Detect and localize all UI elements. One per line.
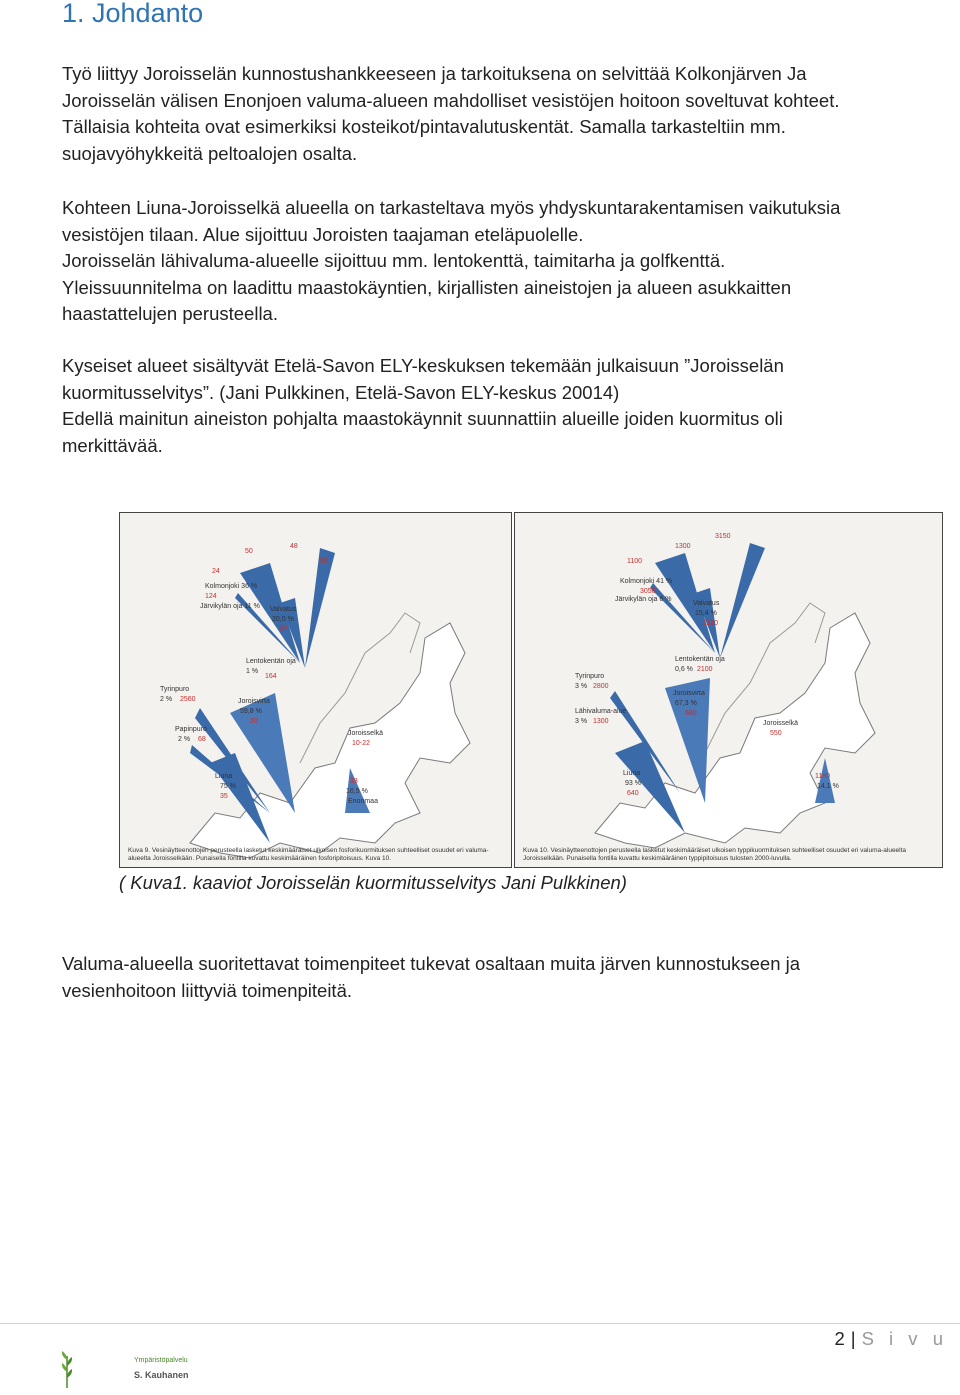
- tyrinpuro-pct: 2 %: [160, 696, 173, 703]
- phosphorus-load-map: [119, 512, 512, 868]
- phosphorus-map-graphic: [120, 513, 512, 867]
- joroisvirta-label: Joroisvirta: [673, 690, 705, 697]
- page-heading: 1. Johdanto: [62, 0, 204, 28]
- top-value: 24: [212, 568, 220, 575]
- lahivaluma-pct: 3 %: [575, 718, 588, 725]
- top-value: 3050: [640, 588, 656, 595]
- enonmaa-pct: 16,5 %: [346, 788, 368, 795]
- joroisvirta-value: 680: [685, 710, 697, 717]
- paragraph-line: merkittävää.: [62, 434, 163, 456]
- liuna-value: 35: [220, 793, 228, 800]
- tyrinpuro-label: Tyrinpuro: [575, 673, 605, 680]
- page-word: S i v u: [861, 1328, 948, 1349]
- lentokentta-pct: 1 %: [246, 668, 259, 675]
- paragraph-line: Kyseiset alueet sisältyvät Etelä-Savon ELY-keskuksen tekemään julkaisuun ”Joroisselän: [62, 355, 784, 376]
- lahivaluma-value: 1300: [593, 718, 609, 725]
- paragraph-line: vesistöjen tilaan. Alue sijoittuu Joroisten taajaman eteläpuolelle.: [62, 223, 584, 245]
- valvatus-label: Valvatus: [693, 600, 720, 607]
- lentokentta-pct: 0,6 %: [675, 666, 693, 673]
- joroisselka-value: 550: [770, 730, 782, 737]
- paragraph-line: Työ liittyy Joroisselän kunnostushankkeeseen ja tarkoituksena on selvittää Kolkonjärven Ja: [62, 63, 807, 84]
- joroisvirta-value: 20: [250, 718, 258, 725]
- valvatus-pct: 20,0 %: [272, 616, 294, 623]
- lahivaluma-wedge: [305, 548, 335, 668]
- papinpuro-pct: 2 %: [178, 736, 191, 743]
- company-logo: [60, 1350, 189, 1390]
- lake-outline: [190, 623, 470, 858]
- paragraph-line: Kohteen Liuna-Joroisselkä alueella on tarkasteltava myös yhdyskuntarakentamisen vaikutuksia: [62, 197, 841, 218]
- top-value: 48: [290, 543, 298, 550]
- logo-name: S. Kauhanen: [134, 1370, 189, 1380]
- kolmonjoki-label: Kolmonjoki 36 %: [205, 583, 258, 590]
- page-number: [834, 1328, 948, 1350]
- jarvikyla-label: Järvikylän oja 6 %: [615, 596, 672, 603]
- enonmaa-pct: 14,1 %: [817, 783, 839, 790]
- closing-paragraph: [62, 951, 932, 1004]
- enonmaa-label: Enonmaa: [348, 798, 378, 805]
- lahivaluma-label: Lähivaluma-alue: [575, 708, 627, 715]
- page-number-value: 2: [834, 1328, 845, 1349]
- lahivaluma-wedge: [720, 543, 765, 658]
- paragraph-line: vesienhoitoon liittyviä toimenpiteitä.: [62, 979, 352, 1001]
- intro-paragraph: [62, 61, 932, 167]
- source-paragraph: [62, 353, 932, 459]
- leaf-logo-icon: [60, 1350, 74, 1390]
- tyrinpuro-label: Tyrinpuro: [160, 686, 190, 693]
- enonmaa-value: 1180: [815, 773, 831, 780]
- valvatus-pct: 15,4 %: [695, 610, 717, 617]
- paragraph-line: kuormitusselvitys”. (Jani Pulkkinen, Etelä-Savon ELY-keskus 20014): [62, 381, 620, 403]
- papinpuro-value: 68: [198, 736, 206, 743]
- logo-tagline: Ympäristöpalvelu: [134, 1357, 188, 1364]
- paragraph-line: Edellä mainitun aineiston pohjalta maastokäynnit suunnattiin alueille joiden kuormitus oli: [62, 408, 783, 429]
- lentokentta-value: 2100: [697, 666, 713, 673]
- area-paragraph: [62, 195, 932, 328]
- tyrinpuro-pct: 3 %: [575, 683, 588, 690]
- lentokentta-value: 164: [265, 673, 277, 680]
- joroisselka-label: Joroisselkä: [763, 720, 799, 727]
- paragraph-line: Yleissuunnitelma on laadittu maastokäyntien, kirjallisten aineistojen ja alueen asukkaitten: [62, 276, 792, 298]
- jarvikyla-label: Järvikylän oja 11 %: [200, 603, 260, 610]
- kolmonjoki-value: 124: [205, 593, 217, 600]
- joroisselka-value: 10-22: [352, 740, 370, 747]
- papinpuro-label: Papinpuro: [175, 726, 207, 733]
- nitrogen-map-graphic: [515, 513, 943, 867]
- liuna-value: 640: [627, 790, 639, 797]
- top-value: 50: [245, 548, 253, 555]
- map-caption: Kuva 9. Vesinäytteenottojen perusteella lasketut keskimääräiset ulkoisen fosforikuormituksen suhteelliset osuudet eri valuma-alueelta Joroisselkään. Punaisella fontilla kuvattu keskimääräinen fosforipitoisuus. Kuva 10.: [128, 847, 489, 862]
- enonmaa-value: 33: [350, 778, 358, 785]
- liuna-pct: 93 %: [625, 780, 642, 787]
- page-separator: |: [850, 1328, 856, 1349]
- lentokentta-label: Lentokentän oja: [246, 658, 296, 665]
- paragraph-line: Joroisselän välisen Enonjoen valuma-alueen mahdolliset vesistöjen hoitoon soveltuvat kohteet.: [62, 89, 840, 111]
- footer-divider: [0, 1323, 960, 1324]
- paragraph-line: Valuma-alueella suoritettavat toimenpiteet tukevat osaltaan muita järven kunnostukseen ja: [62, 953, 801, 974]
- kolmonjoki-label: Kolmonjoki 41 %: [620, 578, 673, 585]
- liuna-label: Liuna: [215, 773, 233, 780]
- valvatus-value: 1120: [703, 620, 719, 627]
- top-value: 1100: [627, 558, 643, 565]
- map-caption: Kuva 10. Vesinäytteenottojen perusteella lasketut keskimääräiset ulkoisen typpikuormituksen suhteelliset osuudet eri valuma-alueelta Joroisselkään. Punaisella fontilla kuvattu keskimääräinen typpipitoisuus tulosten 2000-luvulla.: [523, 847, 907, 862]
- nitrogen-load-map: [514, 512, 943, 868]
- paragraph-line: haastattelujen perusteella.: [62, 303, 278, 324]
- liuna-label: Liuna: [623, 770, 641, 777]
- valvatus-label: Valvatus: [270, 606, 297, 613]
- tyrinpuro-value: 2800: [593, 683, 609, 690]
- figure-caption: ( Kuva1. kaaviot Joroisselän kuormitusselvitys Jani Pulkkinen): [119, 872, 627, 893]
- joroisselka-label: Joroisselkä: [348, 730, 384, 737]
- top-value: 1300: [675, 543, 691, 550]
- joroisvirta-pct: 67,3 %: [675, 700, 697, 707]
- paragraph-line: Tällaisia kohteita ovat esimerkiksi kosteikot/pintavalutuskentät. Samalla tarkasteltiin mm.: [62, 116, 786, 137]
- enonmaa-wedge: [815, 758, 835, 803]
- joroisvirta-label: Joroisvirta: [238, 698, 270, 705]
- paragraph-line: Joroisselän lähivaluma-alueelle sijoittuu mm. lentokenttä, taimitarha ja golfkenttä.: [62, 250, 726, 271]
- tyrinpuro-value: 2560: [180, 696, 196, 703]
- paragraph-line: suojavyöhykkeitä peltoalojen osalta.: [62, 142, 358, 164]
- lentokentta-label: Lentokentän oja: [675, 656, 725, 663]
- top-value: 3150: [715, 533, 731, 540]
- liuna-pct: 75 %: [220, 783, 236, 790]
- valvatus-value: 67: [280, 626, 288, 633]
- load-maps-figure: [119, 512, 943, 868]
- joroisvirta-pct: 59,8 %: [240, 708, 262, 715]
- top-value: 50: [320, 558, 328, 565]
